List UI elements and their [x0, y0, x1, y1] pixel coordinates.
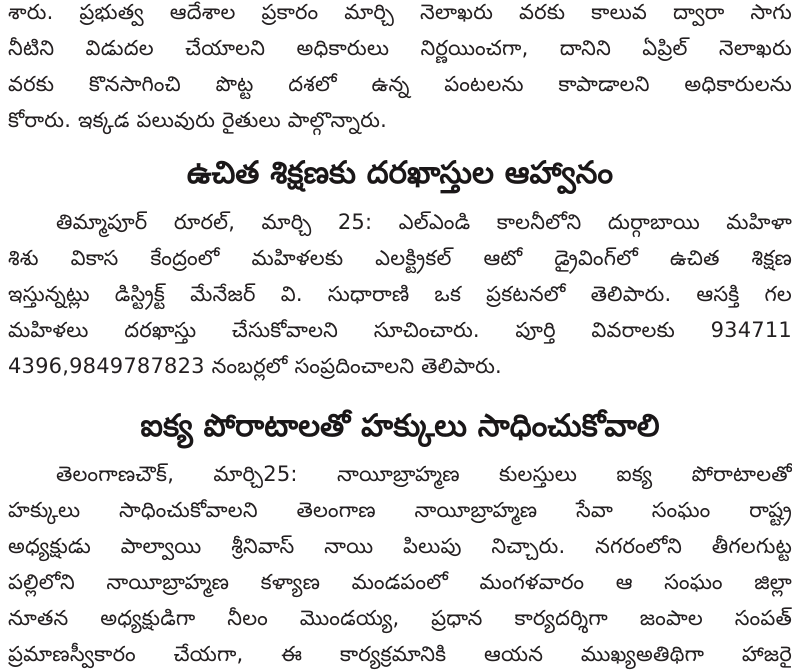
article-line: శారు. ప్రభుత్వ ఆదేశాల ప్రకారం మార్చి నెలాఖరు వరకు కాలువ ద్వారా సాగు — [8, 0, 792, 24]
article-line: తెలంగాణచౌక్, మార్చి25: నాయీబ్రాహ్మణ కులస్తులు ఐక్య పోరాటాలతో — [56, 462, 792, 486]
article-line: తిమ్మాపూర్ రూరల్, మార్చి 25: ఎల్ఎండి కాలనీలోని దుర్గాబాయి మహిళా — [56, 210, 792, 234]
article-3-headline: ఐక్య పోరాటాలతో హక్కులు సాధించుకోవాలి — [140, 408, 660, 444]
article-line: అధ్యక్షుడు పాల్వాయి శ్రీనివాస్ నాయి పిలుపు నిచ్చారు. నగరంలోని తీగలగుట్ట — [8, 534, 792, 558]
article-line: పల్లిలోని నాయీబ్రాహ్మణ కళ్యాణ మండపంలో మంగళవారం ఆ సంఘం జిల్లా — [8, 570, 792, 594]
article-line: మహిళలు దరఖాస్తు చేసుకోవాలని సూచించారు. పూర్తి వివరాలకు 934711 — [8, 318, 792, 342]
article-2-body — [8, 204, 792, 384]
article-line: నూతన అధ్యక్షుడిగా నీలం మొండయ్య, ప్రధాన కార్యదర్శిగా జంపాల సంపత్ — [8, 606, 792, 630]
article-line: హక్కులు సాధించుకోవాలని తెలంగాణ నాయీబ్రాహ్మణ సేవా సంఘం రాష్ట్ర — [8, 498, 792, 522]
article-line: ప్రమాణస్వీకారం చేయగా, ఈ కార్యక్రమానికి ఆయన ముఖ్యఅతిథిగా హాజరై — [8, 642, 792, 666]
article-3-body — [8, 456, 792, 671]
article-line: 4396,9849787823 నంబర్లలో సంప్రదించాలని తెలిపారు. — [8, 354, 502, 378]
article-line: కోరారు. ఇక్కడ పలువురు రైతులు పాల్గొన్నారు. — [8, 108, 388, 132]
article-line: నీటిని విడుదల చేయాలని అధికారులు నిర్ణయించగా, దానిని ఏప్రిల్ నెలాఖరు — [8, 36, 792, 60]
article-line: ఇస్తున్నట్లు డిస్ట్రిక్ట్ మేనేజర్ వి. సుధారాణి ఒక ప్రకటనలో తెలిపారు. ఆసక్తి గల — [8, 282, 792, 306]
article-1-body — [8, 0, 792, 138]
article-line: శిశు వికాస కేంద్రంలో మహిళలకు ఎలక్ట్రికల్ ఆటో డ్రైవింగ్‌లో ఉచిత శిక్షణ — [8, 246, 792, 270]
article-line: వరకు కొనసాగించి పొట్ట దశలో ఉన్న పంటలను కాపాడాలని అధికారులను — [8, 72, 792, 96]
article-2-headline: ఉచిత శిక్షణకు దరఖాస్తుల ఆహ్వానం — [186, 155, 614, 191]
